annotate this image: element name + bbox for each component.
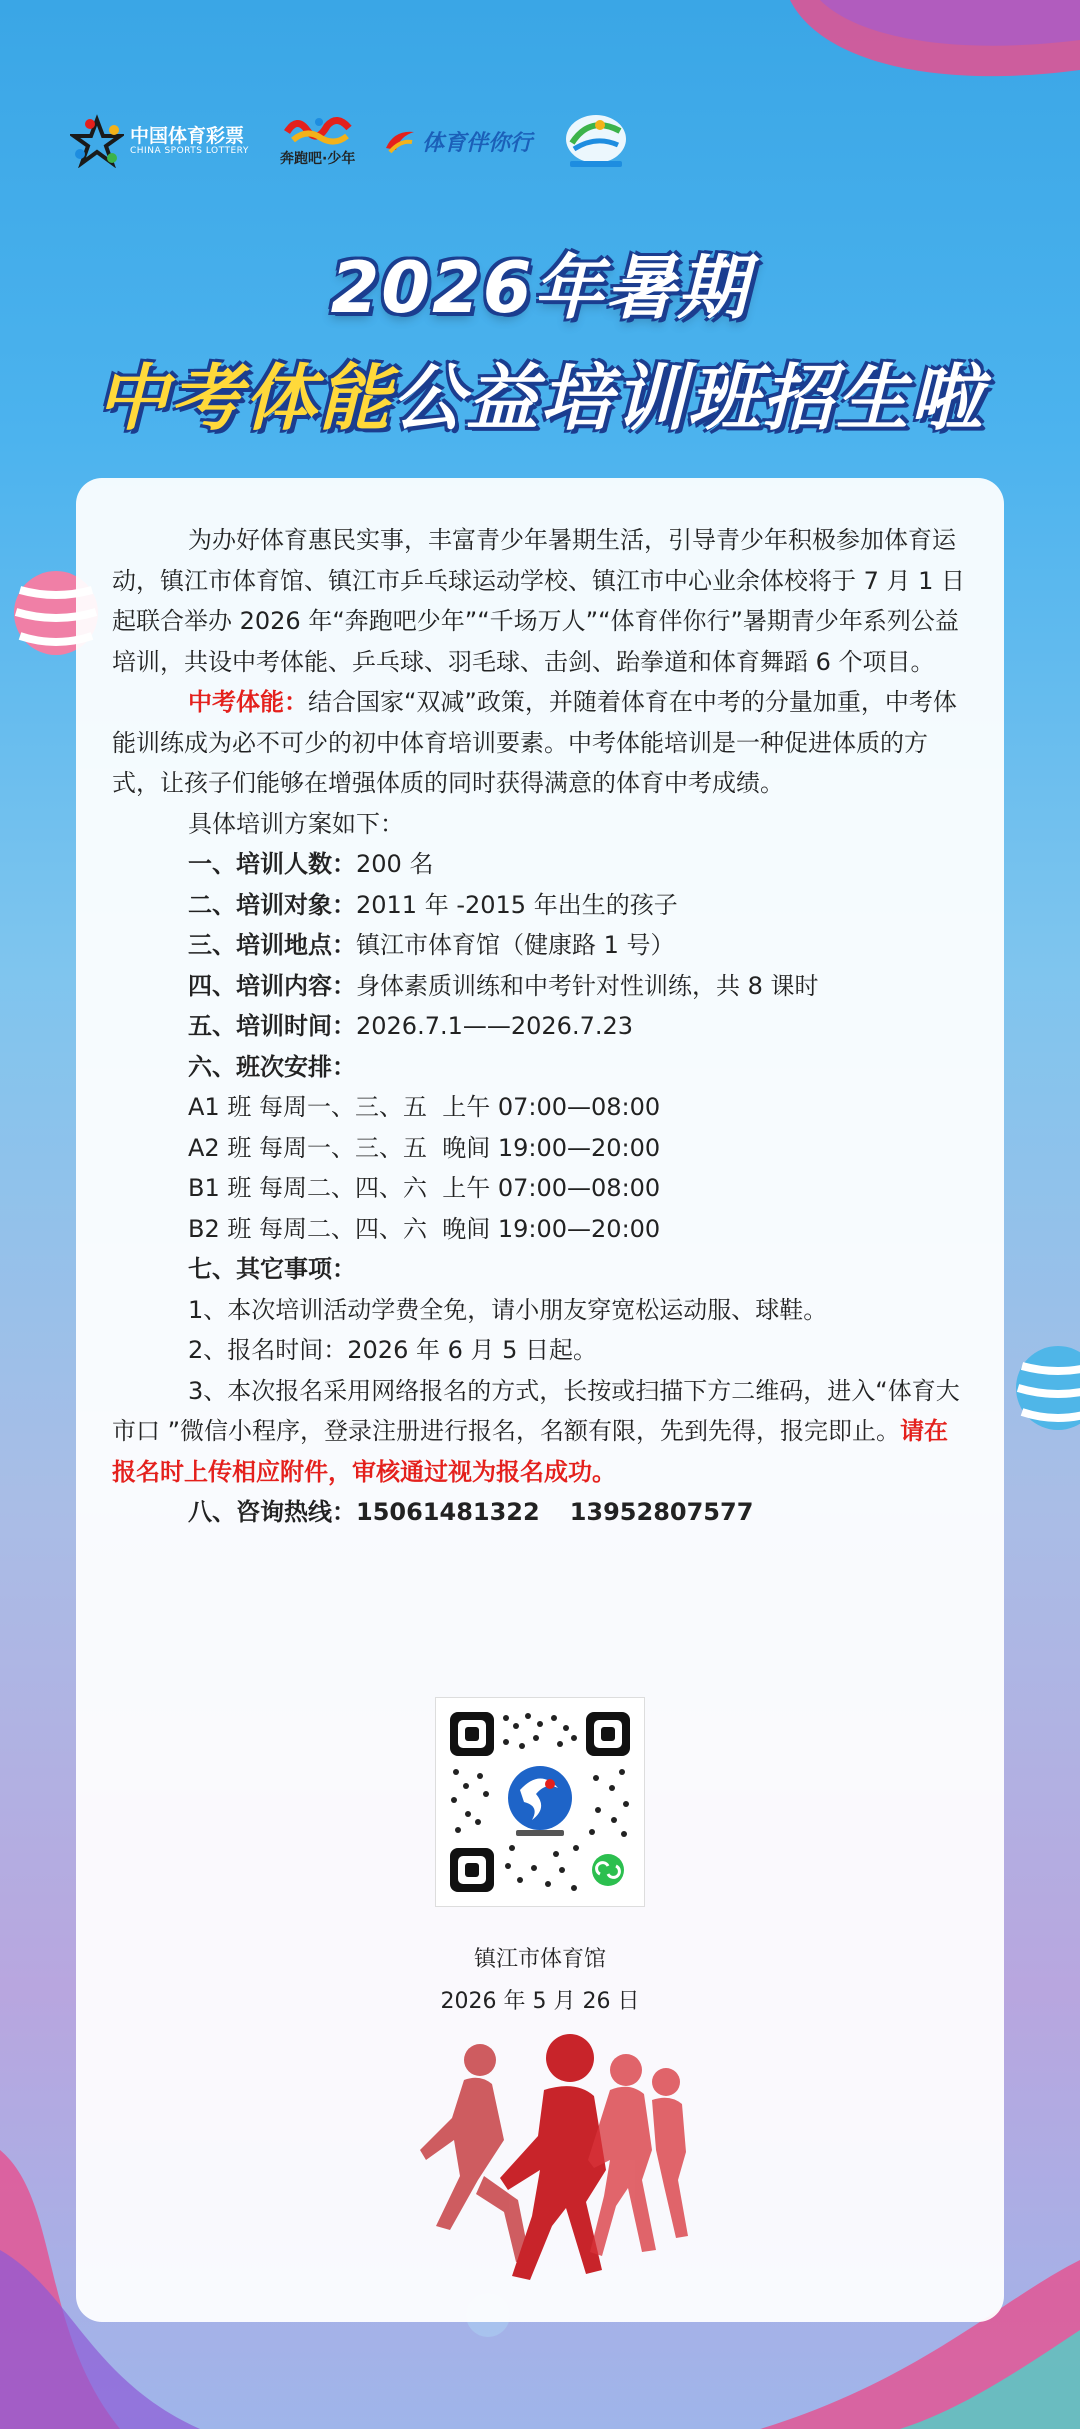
- hotline-phone-2[interactable]: 13952807577: [569, 1498, 754, 1526]
- plan-item-label: 二、培训对象：: [188, 890, 356, 919]
- runners-illustration: [380, 2030, 700, 2300]
- schedule-row: B2 班 每周二、四、六 晚间 19:00—20:00: [188, 1214, 661, 1243]
- sports-lottery-logo: [70, 106, 249, 176]
- plan-item-value: 2011 年 -2015 年出生的孩子: [356, 890, 678, 919]
- signature-date: 2026 年 5 月 26 日: [440, 1989, 640, 2014]
- others-heading: 七、其它事项：: [188, 1255, 356, 1283]
- note-method-text: 3、本次报名采用网络报名的方式，长按或扫描下方二维码，进入“体育大市口 ”微信小程序，登录注册进行报名，名额有限，先到先得，报完即止。: [112, 1376, 960, 1445]
- fitness-text: 结合国家“双减”政策，并随着体育在中考的分量加重，中考体能训练成为必不可少的初中体育培训要素。中考体能培训是一种促进体质的方式，让孩子们能够在增强体质的同时获得满意的体育中考成绩。: [112, 688, 957, 797]
- run-youth-icon: [283, 114, 353, 148]
- lottery-star-icon: [70, 114, 124, 168]
- plan-item: [112, 1006, 968, 1047]
- hotline-phone-1[interactable]: 15061481322: [356, 1498, 540, 1526]
- headline-main: [0, 340, 1080, 444]
- note-registration-time: 2、报名时间：2026 年 6 月 5 日起。: [188, 1336, 598, 1364]
- schedule-row: A1 班 每周一、三、五 上午 07:00—08:00: [188, 1093, 661, 1121]
- emblem-icon: [560, 109, 632, 173]
- note-fee: 1、本次培训活动学费全免，请小朋友穿宽松运动服、球鞋。: [188, 1295, 828, 1324]
- striped-ball-right: [1016, 1346, 1080, 1430]
- intro-paragraph: 为办好体育惠民实事，丰富青少年暑期生活，引导青少年积极参加体育运动，镇江市体育馆、镇江市乒乓球运动学校、镇江市中心业余体校将于 7 月 1 日起联合举办 2026 年“奔跑吧少年”“千场万人”“体育伴你行”暑期青少年系列公益培训，共设中考体能、乒乓球、羽毛球、击剑、跆拳道和体育舞蹈 6 个项目。: [112, 526, 966, 676]
- plan-item-label: 五、培训时间：: [188, 1012, 356, 1040]
- schedule-heading: 六、班次安排：: [188, 1052, 356, 1081]
- plan-item-label: 一、培训人数：: [188, 850, 356, 878]
- plan-item-value: 镇江市体育馆（健康路 1 号）: [356, 931, 675, 959]
- plan-item: [112, 925, 968, 966]
- plan-item-value: 2026.7.1——2026.7.23: [356, 1012, 634, 1040]
- runner-left: [420, 2044, 530, 2262]
- lottery-name-en: CHINA SPORTS LOTTERY: [130, 146, 249, 156]
- note-registration-method: [112, 1371, 968, 1493]
- plan-item: [112, 885, 968, 926]
- schedule-row: A2 班 每周一、三、五 晚间 19:00—20:00: [188, 1133, 661, 1162]
- sports-with-you-text: 体育伴你行: [422, 130, 533, 156]
- plan-item-value: 身体素质训练和中考针对性训练，共 8 课时: [356, 971, 819, 1000]
- headline-year: 2026年暑期: [330, 247, 750, 329]
- round-emblem-logo: [560, 106, 632, 176]
- schedule-row: B1 班 每周二、四、六 上午 07:00—08:00: [188, 1174, 661, 1202]
- headline-rest: 公益培训班招生啦: [392, 356, 985, 440]
- plan-item-label: 四、培训内容：: [188, 971, 356, 1000]
- logo-row: [70, 106, 690, 176]
- headline-highlight: 中考体能: [95, 356, 392, 440]
- plan-item: [112, 844, 968, 885]
- note-warning-red: 请在报名时上传相应附件，审核通过视为报名成功。: [112, 1417, 949, 1486]
- fitness-label: 中考体能：: [188, 688, 308, 716]
- plan-item: [112, 966, 968, 1007]
- run-youth-logo: [280, 106, 355, 176]
- signature-org: 镇江市体育馆: [473, 1947, 606, 1972]
- plan-item-value: 200 名: [356, 850, 434, 878]
- plan-item-label: 三、培训地点：: [188, 931, 356, 959]
- qr-code-icon: [436, 1698, 644, 1906]
- plan-intro: 具体培训方案如下：: [188, 809, 404, 838]
- sports-with-you-logo: [382, 106, 532, 176]
- hotline-row: [112, 1492, 968, 1533]
- run-youth-text: 奔跑吧·少年: [280, 151, 356, 167]
- runner-right: [588, 2054, 688, 2256]
- lottery-name-cn: 中国体育彩票: [130, 125, 245, 147]
- hotline-label: 八、咨询热线：: [188, 1498, 356, 1526]
- fitness-paragraph: [112, 682, 968, 804]
- swoosh-icon: [382, 126, 418, 156]
- mini-program-qr-code[interactable]: [436, 1698, 644, 1906]
- notice-body: [112, 520, 968, 1533]
